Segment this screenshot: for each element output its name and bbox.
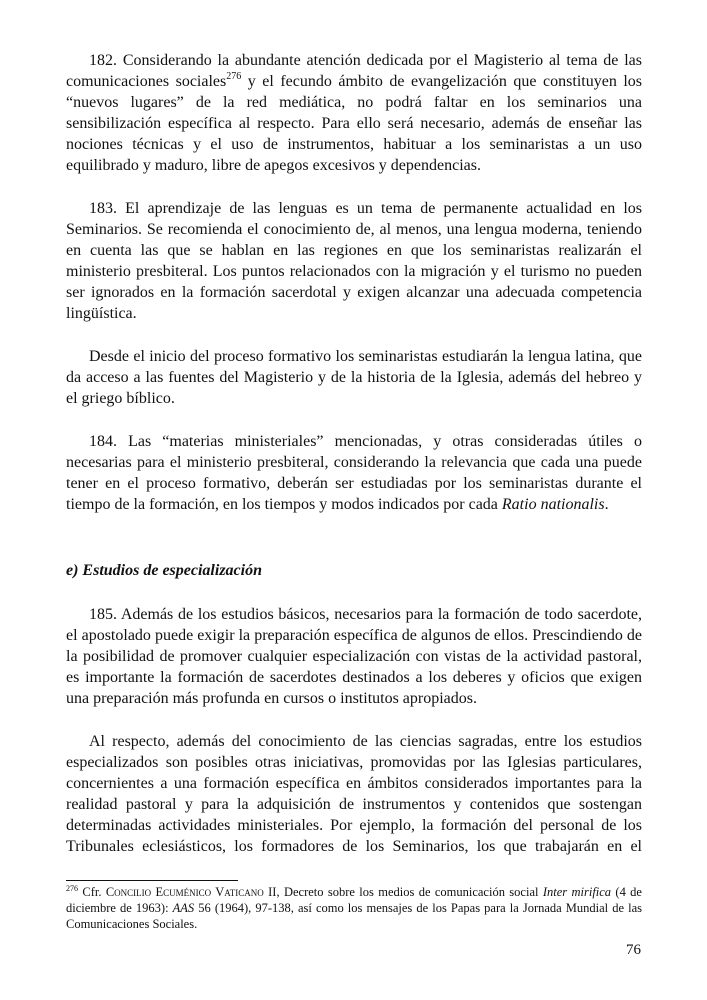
footnote-document-title: Inter mirifica [542,885,612,899]
paragraph-182-text-b: y el fecundo ámbito de evangelización que constituyen los “nuevos lugares” de la red mediática, no podrá faltar en los seminarios una sensibilización específica al respecto. Para ello será necesario, además de enseñar las nociones técnicas y el uso de instrumentos, habituar a los seminaristas a un uso equilibrado y maduro, libre de apegos excesivos y dependencias. [66,73,643,174]
footnote-276 [66,884,642,932]
footnote-text-3: 56 (1964), 97-138, así como los mensajes de los Papas para la Jornada Mundial de las Comunicaciones Sociales. [66,901,642,931]
footnote-text-1: , Decreto sobre los medios de comunicación social [276,885,543,899]
page-number: 76 [626,942,641,958]
paragraph-182 [66,50,642,176]
footnote-council: Concilio Ecuménico Vaticano II [105,885,277,899]
paragraph-184 [66,431,642,515]
paragraph-183-continued: Desde el inicio del proceso formativo los seminaristas estudiarán la lengua latina, que da acceso a las fuentes del Magisterio y de la historia de la Iglesia, además del hebreo y el griego bíblico. [66,348,642,407]
paragraph-184-text: 184. Las “materias ministeriales” mencionadas, y otras consideradas útiles o necesarias para el ministerio presbiteral, considerando la relevancia que cada una puede tener en el proceso formativo, deberán ser estudiadas por los seminaristas durante el tiempo de la formación, en los tiempos y modos indicados por cada [66,433,642,513]
paragraph-185: 185. Además de los estudios básicos, necesarios para la formación de todo sacerdote, el apostolado puede exigir la preparación específica de algunos de ellos. Prescindiendo de la posibilidad de promover cualquier especialización con vistas de la actividad pastoral, es importante la formación de sacerdotes destinados a los deberes y oficios que exigen una preparación más profunda en cursos o institutos apropiados. [66,606,642,707]
paragraph-183: 183. El aprendizaje de las lenguas es un tema de permanente actualidad en los Seminarios. Se recomienda el conocimiento de, al menos, una lengua moderna, teniendo en cuenta las que se hablan en las regiones en que los seminaristas realizarán el ministerio presbiteral. Los puntos relacionados con la migración y el turismo no pueden ser ignorados en la formación sacerdotal y exigen alcanzar una adecuada competencia lingüística. [66,200,642,322]
ratio-nationalis-term: Ratio nationalis [501,496,605,513]
footnote-divider [66,880,238,881]
footnote-prefix: Cfr. [78,885,106,899]
paragraph-184-end: . [604,496,609,513]
footnote-text-2: (4 de diciembre de 1963): [66,885,642,915]
paragraph-182-text-a: 182. Considerando la abundante atención dedicada por el Magisterio al tema de las comunicaciones sociales [66,52,642,90]
footnote-journal: AAS [172,901,195,915]
document-page [66,50,642,857]
footnote-reference-276[interactable]: 276 [226,71,242,82]
footnote-number: 276 [66,884,78,893]
section-heading: e) Estudios de especialización [66,562,262,579]
paragraph-185-continued: Al respecto, además del conocimiento de las ciencias sagradas, entre los estudios especializados son posibles otras iniciativas, promovidas por las Iglesias particulares, concernientes a una formación específica en ámbitos considerados importantes para la realidad pastoral y para la adquisición de instrumentos y contenidos que sostengan determinadas actividades ministeriales. Por ejemplo, la formación del personal de los Tribunales eclesiásticos, los formadores de los Seminarios, los que trabajarán en el [66,733,642,855]
